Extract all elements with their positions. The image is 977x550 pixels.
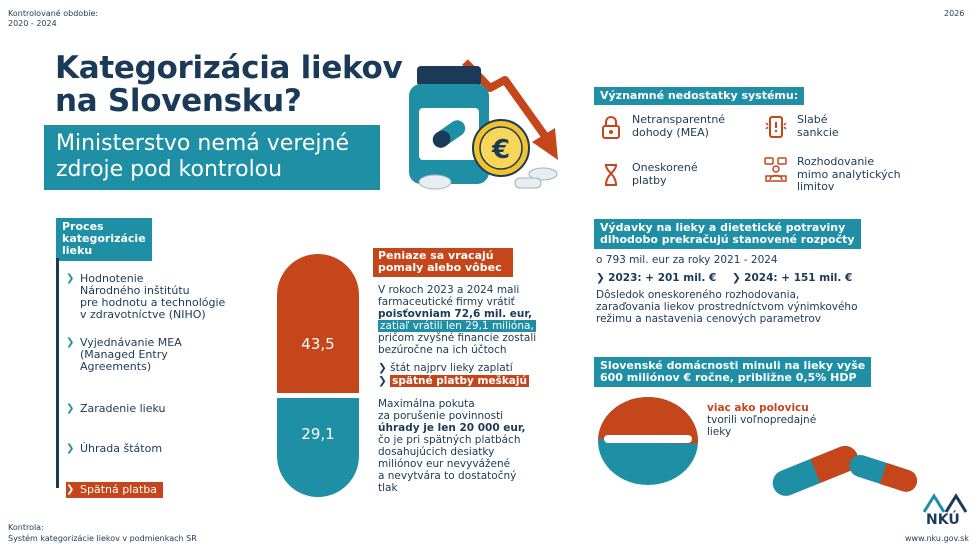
expenses-2024: ❯ 2024: + 151 mil. €: [732, 272, 853, 284]
money-heading: Peniaze sa vracajú pomaly alebo vôbec: [373, 248, 513, 277]
chevron-right-icon: ❯: [66, 337, 75, 348]
chevron-right-icon: ❯: [732, 272, 741, 284]
expenses-2023: ❯ 2023: + 201 mil. €: [596, 272, 717, 284]
period-value: 2020 - 2024: [8, 19, 57, 28]
decision-icon: [763, 156, 789, 182]
lock-icon: [598, 114, 624, 140]
chevron-right-icon: ❯: [378, 375, 387, 387]
round-pill-illustration: [596, 395, 700, 487]
chevron-right-icon: ❯: [596, 272, 605, 284]
phone-alert-icon: [763, 114, 789, 140]
chevron-right-icon: ❯: [66, 403, 75, 414]
deficiency-oneskorene: Oneskorené platby: [598, 162, 698, 188]
process-step-mea: ❯ Vyjednávanie MEA (Managed Entry Agreements): [66, 336, 182, 373]
nku-logo: [920, 492, 970, 514]
hourglass-icon: [598, 162, 624, 188]
capsule-top-value: 43,5: [277, 254, 359, 393]
households-heading: Slovenské domácnosti minuli na lieky vyše 600 miliónov € ročne, približne 0,5% HDP: [594, 357, 871, 387]
process-heading: Proces kategorizácie lieku: [56, 218, 152, 261]
subtitle-box: Ministerstvo nemá verejné zdroje pod kontrolou: [44, 125, 380, 190]
expenses-paragraph: Dôsledok oneskoreného rozhodovania, zaraďovania liekov prostredníctvom výnimkového režimu a nastavenia cenových parametrov: [596, 289, 858, 325]
website-link[interactable]: www.nku.gov.sk: [905, 534, 969, 543]
nku-logo-text: NKÚ: [926, 512, 960, 528]
process-timeline: [56, 258, 59, 488]
chevron-right-icon: ❯: [66, 443, 75, 454]
expenses-total: o 793 mil. eur za roky 2021 - 2024: [596, 254, 778, 266]
deficiencies-heading: Významné nedostatky systému:: [594, 87, 804, 105]
chevron-right-icon: ❯: [66, 273, 75, 284]
deficiency-netransparentne: Netransparentné dohody (MEA): [598, 114, 725, 140]
capsule-bottom-value: 29,1: [277, 398, 359, 497]
process-step-niho: ❯ Hodnotenie Národného inštitútu pre hodnotu a technológie v zdravotníctve (NIHO): [66, 272, 226, 321]
kontrola-label: Kontrola:: [8, 523, 44, 532]
money-bullet-2: ❯ spätné platby meškajú: [378, 375, 527, 387]
capsules-illustration: [760, 430, 920, 502]
money-paragraph-1: V rokoch 2023 a 2024 mali farmaceutické firmy vrátiť poisťovniam 72,6 mil. eur, zatiaľ vrátili len 29,1 milióna, pričom zvyšné financie zostali bezúročne na ich účtoch: [378, 284, 537, 356]
process-step-spatna-platba: ❯ Spätná platba: [66, 482, 163, 498]
expenses-heading: Výdavky na lieky a dietetické potraviny dlhodobo prekračujú stanovené rozpočty: [594, 219, 861, 249]
money-bullet-1: ❯ štát najprv lieky zaplatí: [378, 362, 513, 374]
chevron-right-icon: ❯: [66, 484, 75, 495]
period-label: Kontrolované obdobie:: [8, 9, 99, 18]
page-title: Kategorizácia liekov na Slovensku?: [55, 50, 403, 119]
process-step-uhrada: ❯ Úhrada štátom: [66, 442, 163, 455]
chevron-right-icon: ❯: [378, 362, 387, 374]
households-note: viac ako polovicu tvorili voľnopredajné lieky: [707, 402, 817, 438]
capsule-chart: [277, 254, 359, 497]
process-step-zaradenie: ❯ Zaradenie lieku: [66, 402, 166, 415]
deficiency-slabe-sankcie: Slabé sankcie: [763, 114, 839, 140]
year-label: 2026: [944, 9, 965, 18]
kontrola-value: Systém kategorizácie liekov v podmienkach SR: [8, 534, 197, 543]
pill-bottle-illustration: [395, 50, 565, 200]
deficiency-rozhodovanie: Rozhodovanie mimo analytických limitov: [763, 156, 901, 194]
money-paragraph-2: Maximálna pokuta za porušenie povinnosti úhrady je len 20 000 eur, čo je pri spätných platbách dosahujúcich desiatky miliónov eur nevyvážené a nevytvára to dostatočný tlak: [378, 398, 526, 494]
svg-text:€: €: [491, 135, 511, 165]
